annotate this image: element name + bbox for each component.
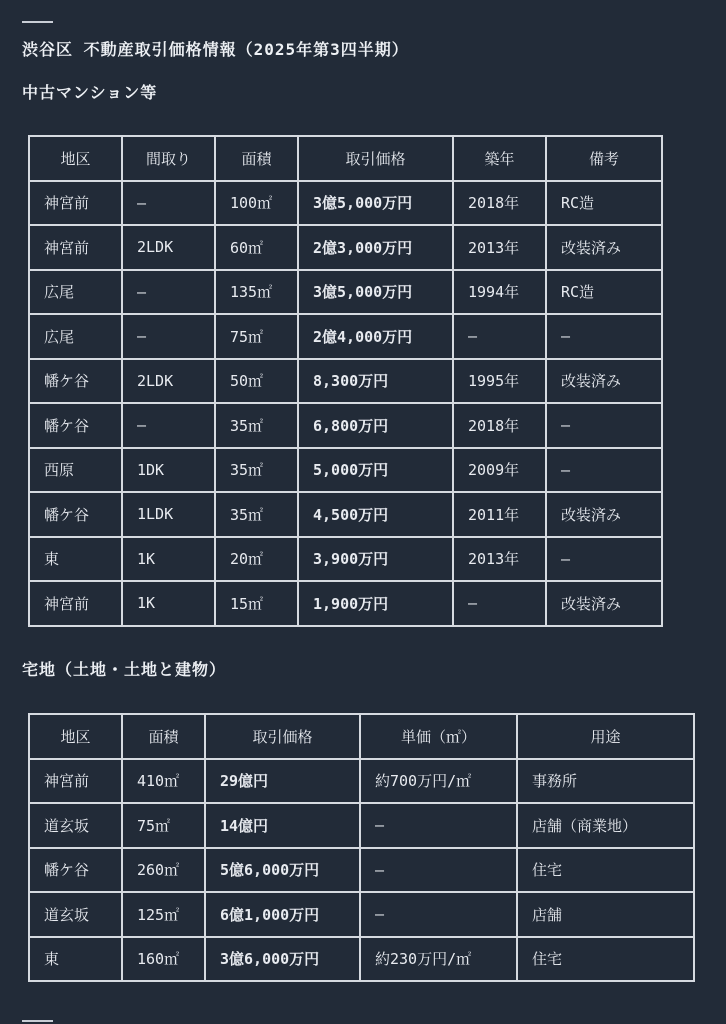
table-cell: 店舗 bbox=[517, 892, 694, 937]
table-cell: 店舗（商業地） bbox=[517, 803, 694, 848]
bottom-divider bbox=[22, 1020, 53, 1022]
table-cell: — bbox=[360, 892, 517, 937]
table-row bbox=[29, 848, 694, 893]
table-cell: — bbox=[546, 403, 662, 448]
column-header: 地区 bbox=[29, 714, 122, 759]
table-row bbox=[29, 225, 662, 270]
table-cell: 29億円 bbox=[205, 759, 360, 804]
table-cell: 住宅 bbox=[517, 848, 694, 893]
table-cell: 1LDK bbox=[122, 492, 215, 537]
table-cell: 135㎡ bbox=[215, 270, 298, 315]
mansion-table bbox=[28, 135, 663, 627]
table-cell: 約700万円/㎡ bbox=[360, 759, 517, 804]
column-header: 地区 bbox=[29, 136, 122, 181]
table-cell: 神宮前 bbox=[29, 225, 122, 270]
table-cell: 8,300万円 bbox=[298, 359, 453, 404]
table-cell: 2LDK bbox=[122, 359, 215, 404]
table-row bbox=[29, 448, 662, 493]
table-cell: 西原 bbox=[29, 448, 122, 493]
table-cell: — bbox=[453, 314, 546, 359]
table-row bbox=[29, 359, 662, 404]
table-cell: 1DK bbox=[122, 448, 215, 493]
section-title-land: 宅地（土地・土地と建物） bbox=[22, 660, 227, 679]
table-cell: 改装済み bbox=[546, 581, 662, 626]
table-cell: 4,500万円 bbox=[298, 492, 453, 537]
column-header: 面積 bbox=[122, 714, 205, 759]
column-header: 築年 bbox=[453, 136, 546, 181]
table-cell: 幡ケ谷 bbox=[29, 848, 122, 893]
table-cell: 6億1,000万円 bbox=[205, 892, 360, 937]
table-cell: 住宅 bbox=[517, 937, 694, 982]
table-header-row bbox=[29, 714, 694, 759]
column-header: 用途 bbox=[517, 714, 694, 759]
table-cell: 2億4,000万円 bbox=[298, 314, 453, 359]
table-row bbox=[29, 581, 662, 626]
table-cell: 神宮前 bbox=[29, 181, 122, 226]
table-cell: 5億6,000万円 bbox=[205, 848, 360, 893]
land-table bbox=[28, 713, 695, 982]
table-row bbox=[29, 270, 662, 315]
table-cell: 20㎡ bbox=[215, 537, 298, 582]
table-cell: 35㎡ bbox=[215, 492, 298, 537]
table-cell: 2億3,000万円 bbox=[298, 225, 453, 270]
table-cell: 2011年 bbox=[453, 492, 546, 537]
table-cell: 2013年 bbox=[453, 537, 546, 582]
table-cell: 東 bbox=[29, 937, 122, 982]
table-cell: 改装済み bbox=[546, 492, 662, 537]
table-cell: 3億5,000万円 bbox=[298, 270, 453, 315]
table-cell: 3億6,000万円 bbox=[205, 937, 360, 982]
table-cell: RC造 bbox=[546, 181, 662, 226]
table-cell: 100㎡ bbox=[215, 181, 298, 226]
table-cell: 35㎡ bbox=[215, 448, 298, 493]
table-cell: — bbox=[122, 403, 215, 448]
table-cell: 幡ケ谷 bbox=[29, 492, 122, 537]
table-cell: 3億5,000万円 bbox=[298, 181, 453, 226]
table-cell: 1K bbox=[122, 537, 215, 582]
column-header: 備考 bbox=[546, 136, 662, 181]
table-row bbox=[29, 759, 694, 804]
top-divider bbox=[22, 21, 53, 23]
table-row bbox=[29, 537, 662, 582]
table-cell: — bbox=[360, 803, 517, 848]
table-cell: 3,900万円 bbox=[298, 537, 453, 582]
table-cell: 2LDK bbox=[122, 225, 215, 270]
table-cell: 410㎡ bbox=[122, 759, 205, 804]
table-cell: 14億円 bbox=[205, 803, 360, 848]
table-cell: 改装済み bbox=[546, 225, 662, 270]
table-cell: — bbox=[360, 848, 517, 893]
table-cell: — bbox=[122, 181, 215, 226]
table-cell: — bbox=[122, 314, 215, 359]
table-cell: — bbox=[546, 448, 662, 493]
table-cell: 2018年 bbox=[453, 403, 546, 448]
table-cell: 15㎡ bbox=[215, 581, 298, 626]
table-cell: 35㎡ bbox=[215, 403, 298, 448]
table-cell: 道玄坂 bbox=[29, 803, 122, 848]
column-header: 面積 bbox=[215, 136, 298, 181]
table-cell: 幡ケ谷 bbox=[29, 359, 122, 404]
column-header: 単価（㎡） bbox=[360, 714, 517, 759]
table-cell: 幡ケ谷 bbox=[29, 403, 122, 448]
table-cell: 広尾 bbox=[29, 314, 122, 359]
table-cell: RC造 bbox=[546, 270, 662, 315]
table-row bbox=[29, 937, 694, 982]
table-cell: 60㎡ bbox=[215, 225, 298, 270]
table-cell: 2013年 bbox=[453, 225, 546, 270]
table-cell: 6,800万円 bbox=[298, 403, 453, 448]
table-row bbox=[29, 892, 694, 937]
table-cell: 125㎡ bbox=[122, 892, 205, 937]
table-cell: 1,900万円 bbox=[298, 581, 453, 626]
table-header-row bbox=[29, 136, 662, 181]
table-cell: 道玄坂 bbox=[29, 892, 122, 937]
table-row bbox=[29, 403, 662, 448]
table-cell: 260㎡ bbox=[122, 848, 205, 893]
table-cell: 2018年 bbox=[453, 181, 546, 226]
table-row bbox=[29, 803, 694, 848]
table-cell: — bbox=[122, 270, 215, 315]
table-row bbox=[29, 314, 662, 359]
table-cell: 神宮前 bbox=[29, 759, 122, 804]
table-cell: 改装済み bbox=[546, 359, 662, 404]
page-title: 渋谷区 不動産取引価格情報（2025年第3四半期） bbox=[22, 40, 409, 59]
table-cell: — bbox=[546, 314, 662, 359]
section-title-mansion: 中古マンション等 bbox=[22, 83, 158, 102]
column-header: 間取り bbox=[122, 136, 215, 181]
table-cell: 1995年 bbox=[453, 359, 546, 404]
table-cell: 神宮前 bbox=[29, 581, 122, 626]
table-cell: — bbox=[546, 537, 662, 582]
column-header: 取引価格 bbox=[298, 136, 453, 181]
table-cell: 75㎡ bbox=[122, 803, 205, 848]
table-cell: 約230万円/㎡ bbox=[360, 937, 517, 982]
table-cell: 160㎡ bbox=[122, 937, 205, 982]
table-cell: 5,000万円 bbox=[298, 448, 453, 493]
table-cell: 75㎡ bbox=[215, 314, 298, 359]
table-cell: — bbox=[453, 581, 546, 626]
table-cell: 1994年 bbox=[453, 270, 546, 315]
table-cell: 事務所 bbox=[517, 759, 694, 804]
table-cell: 2009年 bbox=[453, 448, 546, 493]
column-header: 取引価格 bbox=[205, 714, 360, 759]
table-cell: 広尾 bbox=[29, 270, 122, 315]
table-cell: 50㎡ bbox=[215, 359, 298, 404]
table-row bbox=[29, 181, 662, 226]
table-row bbox=[29, 492, 662, 537]
table-cell: 東 bbox=[29, 537, 122, 582]
table-cell: 1K bbox=[122, 581, 215, 626]
